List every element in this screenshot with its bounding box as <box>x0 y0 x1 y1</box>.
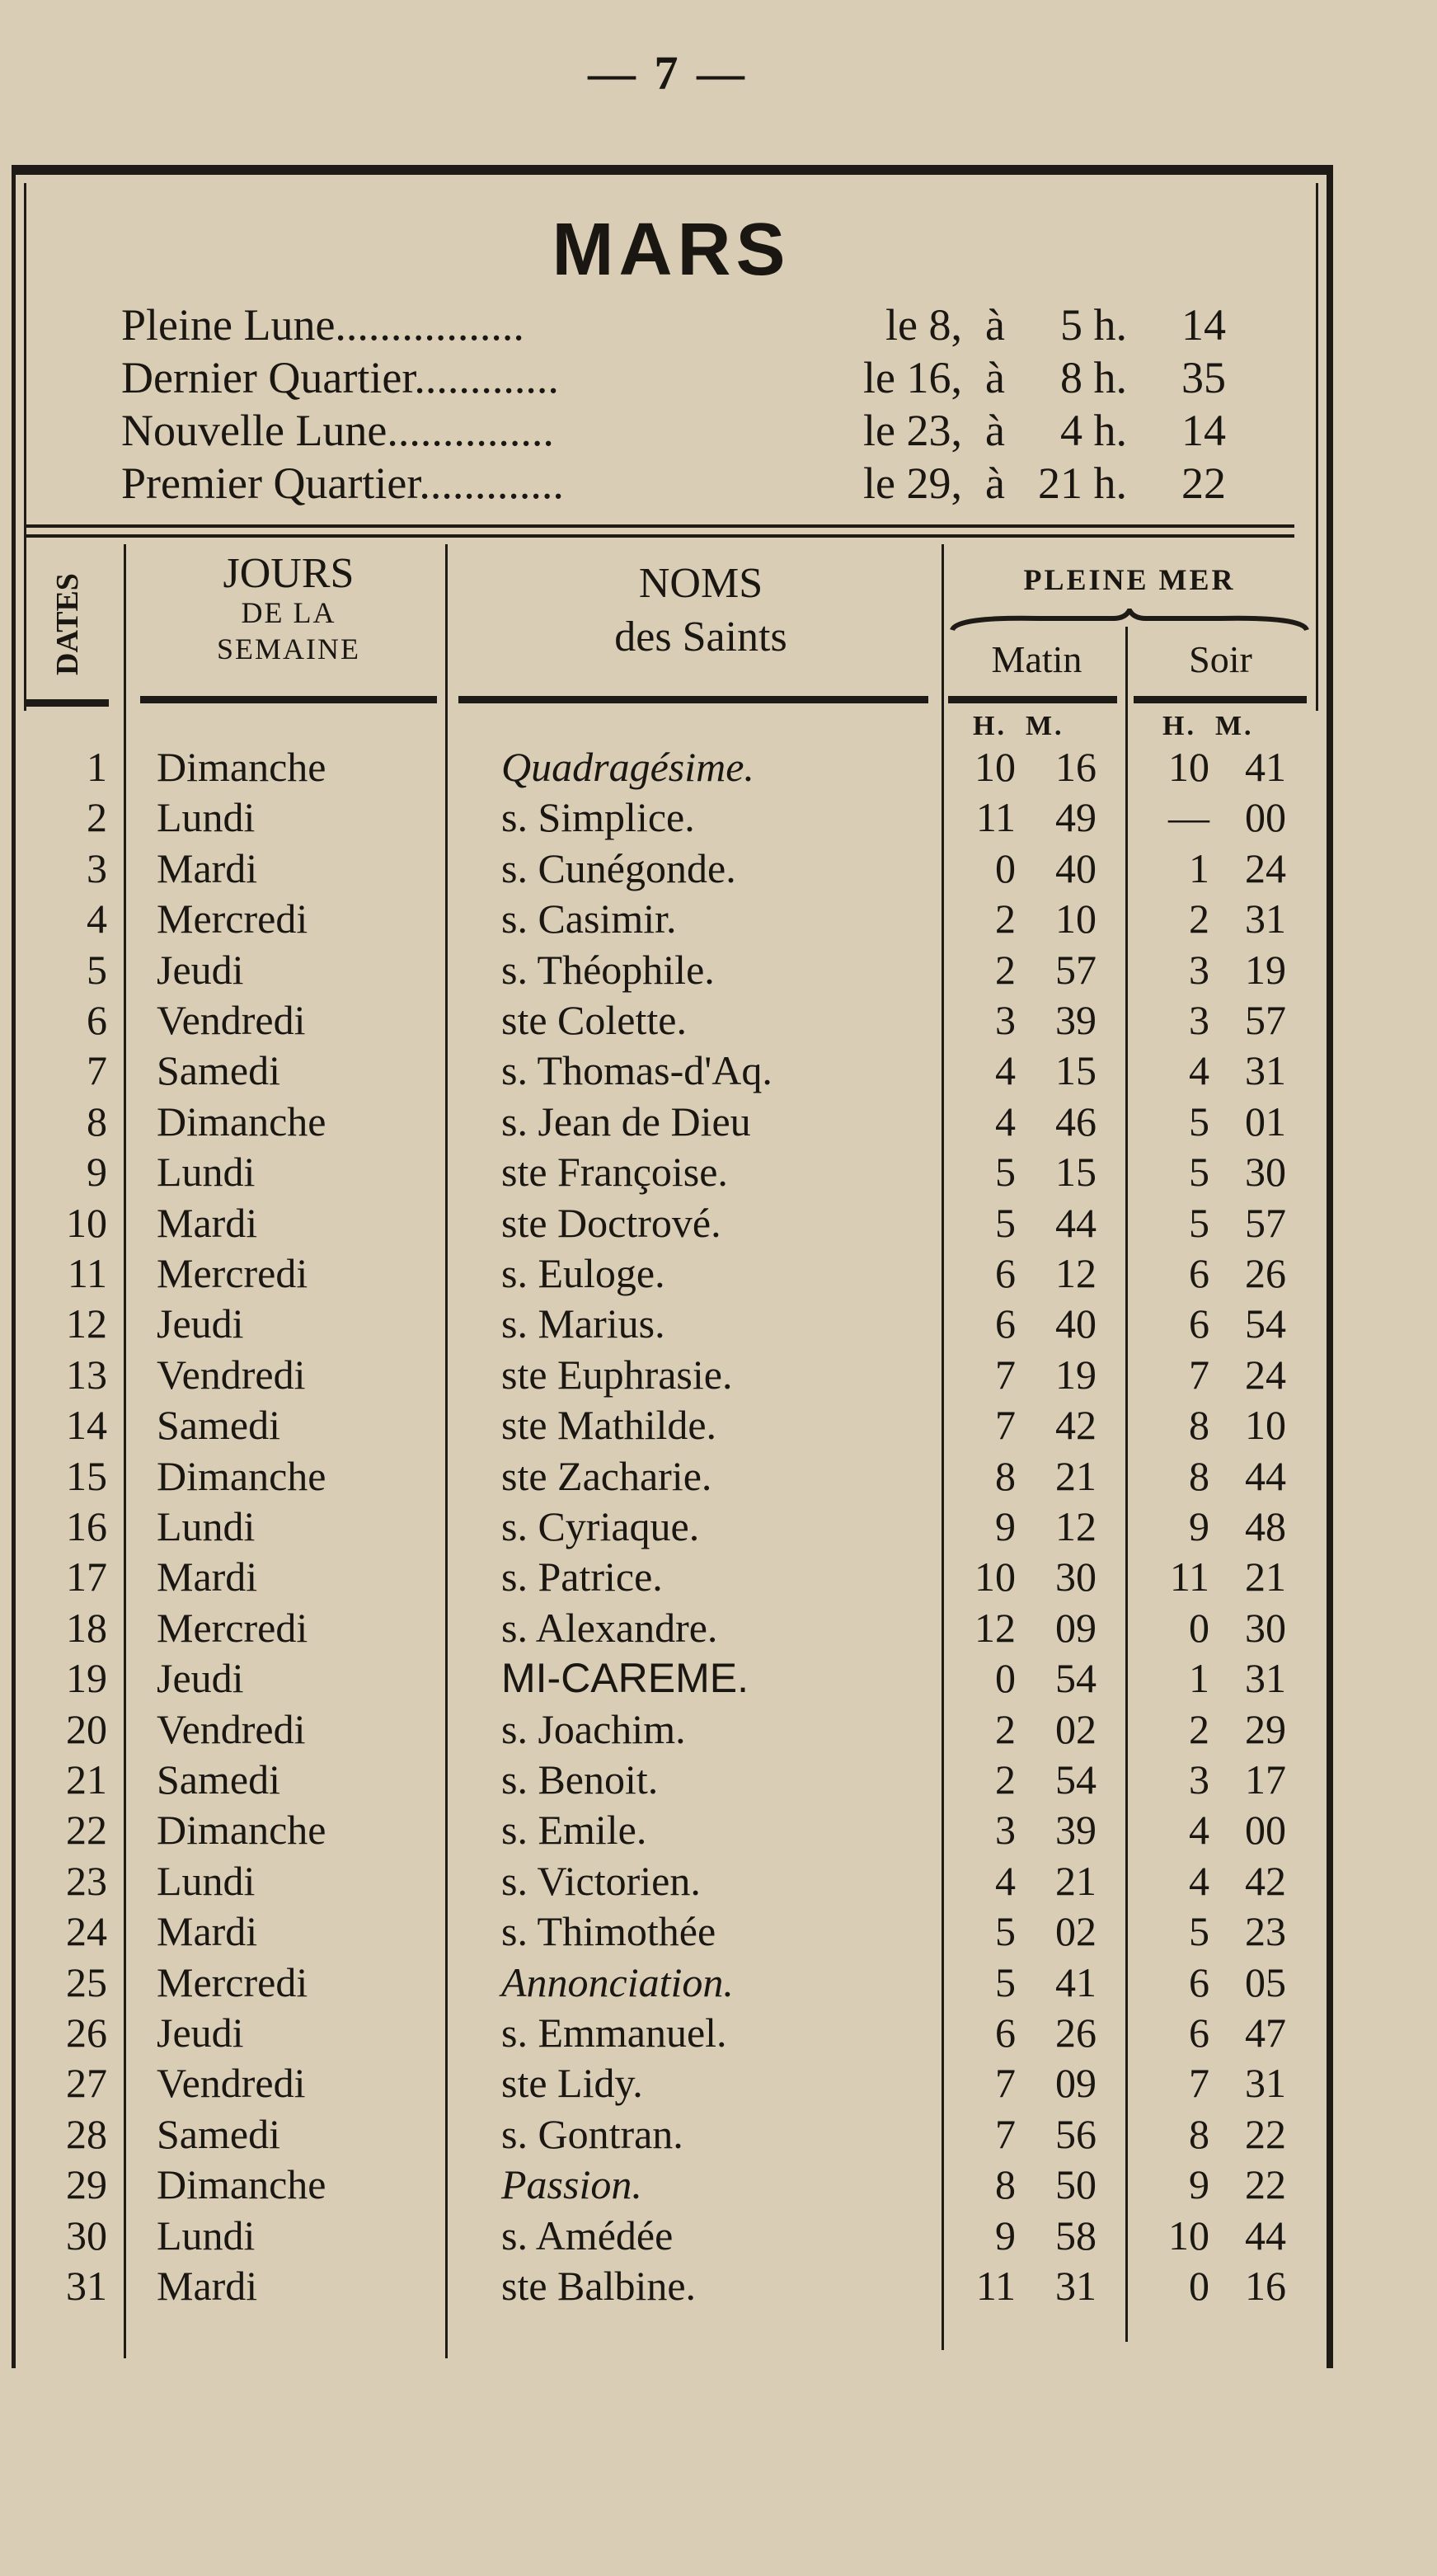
evening-hour-cell: — <box>1168 794 1209 841</box>
evening-minute-cell: 31 <box>1245 1047 1286 1094</box>
evening-hour-cell: 2 <box>1189 895 1209 942</box>
morning-hour-cell: 9 <box>995 1503 1016 1549</box>
evening-minute-cell: 57 <box>1245 1199 1286 1246</box>
saint-cell: s. Thomas-d'Aq. <box>501 1047 773 1094</box>
evening-minute-cell: 00 <box>1245 1807 1286 1854</box>
morning-minute-cell: 15 <box>1055 1149 1097 1196</box>
phase-minute: 35 <box>1181 353 1226 402</box>
day-cell: Mercredi <box>157 1958 308 2005</box>
saint-cell: ste Balbine. <box>501 2263 697 2309</box>
saint-cell: s. Théophile. <box>501 946 715 993</box>
morning-hour-cell: 4 <box>995 1857 1016 1904</box>
phase-minute: 14 <box>1181 406 1226 455</box>
day-cell: Mardi <box>157 1199 258 1246</box>
header-rule-2 <box>25 534 1294 538</box>
table-row <box>0 1653 1437 1704</box>
morning-hour-cell: 8 <box>995 1452 1016 1499</box>
table-row <box>0 1400 1437 1450</box>
morning-minute-cell: 15 <box>1055 1047 1097 1094</box>
phase-date: le 23, <box>863 406 962 455</box>
saint-cell: s. Patrice. <box>501 1554 663 1601</box>
evening-minute-cell: 05 <box>1245 1958 1286 2005</box>
date-cell: 26 <box>66 2010 107 2056</box>
day-cell: Jeudi <box>157 2010 244 2056</box>
phase-a: à <box>985 300 1005 350</box>
table-row <box>0 2058 1437 2108</box>
morning-minute-cell: 42 <box>1055 1402 1097 1449</box>
pleine-mer-header <box>948 561 1311 599</box>
dates-header <box>43 569 92 684</box>
date-cell: 14 <box>66 1402 107 1449</box>
morning-minute-cell: 02 <box>1055 1705 1097 1752</box>
saint-cell: Quadragésime. <box>501 744 754 790</box>
evening-hour-cell: 10 <box>1168 2212 1209 2259</box>
saint-cell: MI-CAREME. <box>501 1655 749 1702</box>
evening-hour-cell: 9 <box>1189 1503 1209 1549</box>
phase-a: à <box>985 406 1005 455</box>
semaine-label: SEMAINE <box>217 632 360 665</box>
evening-hour-cell: 1 <box>1189 844 1209 891</box>
saint-cell: s. Cyriaque. <box>501 1503 700 1549</box>
table-row <box>0 945 1437 995</box>
table-row <box>0 1248 1437 1299</box>
evening-hour-cell: 4 <box>1189 1857 1209 1904</box>
jours-header <box>132 551 445 670</box>
morning-minute-cell: 19 <box>1055 1351 1097 1398</box>
morning-minute-cell: 56 <box>1055 2110 1097 2157</box>
hm-matin: H. M. <box>973 711 1064 741</box>
day-cell: Dimanche <box>157 1452 326 1499</box>
evening-minute-cell: 10 <box>1245 1402 1286 1449</box>
day-cell: Dimanche <box>157 744 326 790</box>
evening-hour-cell: 0 <box>1189 2263 1209 2309</box>
month-title: MARS <box>552 209 791 291</box>
evening-minute-cell: 41 <box>1245 744 1286 790</box>
phase-hour: 21 h. <box>1038 458 1127 508</box>
phase-a: à <box>985 458 1005 508</box>
morning-hour-cell: 5 <box>995 1908 1016 1955</box>
date-cell: 13 <box>66 1351 107 1398</box>
evening-minute-cell: 42 <box>1245 1857 1286 1904</box>
date-cell: 23 <box>66 1857 107 1904</box>
morning-hour-cell: 3 <box>995 997 1016 1043</box>
evening-minute-cell: 31 <box>1245 1655 1286 1702</box>
des-saints-label: des Saints <box>614 613 787 660</box>
table-row <box>0 1451 1437 1502</box>
day-cell: Mercredi <box>157 895 308 942</box>
evening-hour-cell: 7 <box>1189 2060 1209 2107</box>
table-row <box>0 1502 1437 1552</box>
header-rule-1 <box>25 524 1294 528</box>
phase-date: le 16, <box>863 353 962 402</box>
morning-hour-cell: 6 <box>995 2010 1016 2056</box>
table-row <box>0 792 1437 843</box>
noms-header <box>462 557 940 664</box>
table-row <box>0 1805 1437 1855</box>
soir-header: Soir <box>1189 638 1252 680</box>
evening-hour-cell: 3 <box>1189 946 1209 993</box>
page-number: — 7 — <box>588 46 748 100</box>
jours-label: JOURS <box>223 550 355 597</box>
saint-cell: s. Gontran. <box>501 2110 683 2157</box>
phase-name: Dernier Quartier............. <box>121 353 559 402</box>
date-cell: 11 <box>67 1250 107 1296</box>
phase-a: à <box>985 353 1005 402</box>
morning-hour-cell: 7 <box>995 2110 1016 2157</box>
evening-hour-cell: 2 <box>1189 1705 1209 1752</box>
table-row <box>0 2160 1437 2210</box>
saint-cell: Annonciation. <box>501 1958 734 2005</box>
phase-name: Pleine Lune................. <box>121 300 524 350</box>
evening-minute-cell: 22 <box>1245 2161 1286 2208</box>
header-underline-jours <box>140 696 437 703</box>
hm-soir: H. M. <box>1162 711 1254 741</box>
date-cell: 7 <box>87 1047 107 1094</box>
morning-minute-cell: 12 <box>1055 1503 1097 1549</box>
morning-hour-cell: 7 <box>995 1402 1016 1449</box>
saint-cell: s. Victorien. <box>501 1857 701 1904</box>
day-cell: Jeudi <box>157 946 244 993</box>
saint-cell: s. Jean de Dieu <box>501 1098 751 1145</box>
morning-minute-cell: 40 <box>1055 1300 1097 1347</box>
evening-hour-cell: 3 <box>1189 997 1209 1043</box>
header-underline-dates <box>26 699 109 707</box>
table-row <box>0 1603 1437 1653</box>
evening-minute-cell: 44 <box>1245 1452 1286 1499</box>
morning-hour-cell: 2 <box>995 1756 1016 1803</box>
morning-hour-cell: 5 <box>995 1958 1016 2005</box>
table-row <box>0 2261 1437 2311</box>
morning-minute-cell: 12 <box>1055 1250 1097 1296</box>
morning-hour-cell: 5 <box>995 1149 1016 1196</box>
evening-hour-cell: 1 <box>1189 1655 1209 1702</box>
phase-row <box>121 298 1275 351</box>
date-cell: 27 <box>66 2060 107 2107</box>
day-cell: Mercredi <box>157 1604 308 1651</box>
table-row <box>0 2109 1437 2160</box>
table-row <box>0 1097 1437 1147</box>
day-cell: Jeudi <box>157 1655 244 1702</box>
day-cell: Mardi <box>157 844 258 891</box>
evening-minute-cell: 24 <box>1245 844 1286 891</box>
phase-hour: 5 h. <box>1060 300 1127 350</box>
date-cell: 17 <box>66 1554 107 1601</box>
evening-hour-cell: 7 <box>1189 1351 1209 1398</box>
date-cell: 8 <box>87 1098 107 1145</box>
day-cell: Lundi <box>157 794 256 841</box>
day-cell: Vendredi <box>157 1705 306 1752</box>
day-cell: Lundi <box>157 1503 256 1549</box>
morning-hour-cell: 2 <box>995 1705 1016 1752</box>
evening-minute-cell: 01 <box>1245 1098 1286 1145</box>
evening-minute-cell: 44 <box>1245 2212 1286 2259</box>
table-row <box>0 1856 1437 1906</box>
morning-minute-cell: 30 <box>1055 1554 1097 1601</box>
saint-cell: s. Cunégonde. <box>501 844 736 891</box>
saint-cell: s. Emile. <box>501 1807 647 1854</box>
pleine-mer-label: PLEINE MER <box>1023 563 1236 596</box>
evening-hour-cell: 9 <box>1189 2161 1209 2208</box>
day-cell: Mardi <box>157 2263 258 2309</box>
table-row <box>0 1552 1437 1602</box>
evening-minute-cell: 31 <box>1245 895 1286 942</box>
morning-hour-cell: 10 <box>974 1554 1016 1601</box>
saint-cell: s. Benoit. <box>501 1756 659 1803</box>
evening-hour-cell: 11 <box>1169 1554 1209 1601</box>
morning-hour-cell: 4 <box>995 1098 1016 1145</box>
evening-hour-cell: 8 <box>1189 1402 1209 1449</box>
table-row <box>0 844 1437 894</box>
date-cell: 16 <box>66 1503 107 1549</box>
saint-cell: ste Mathilde. <box>501 1402 717 1449</box>
day-cell: Mardi <box>157 1908 258 1955</box>
date-cell: 30 <box>66 2212 107 2259</box>
morning-hour-cell: 8 <box>995 2161 1016 2208</box>
saint-cell: Passion. <box>501 2161 642 2208</box>
day-cell: Mardi <box>157 1554 258 1601</box>
saint-cell: s. Euloge. <box>501 1250 665 1296</box>
header-underline-noms <box>458 696 928 703</box>
evening-hour-cell: 8 <box>1189 1452 1209 1499</box>
table-row <box>0 1198 1437 1248</box>
phase-name: Premier Quartier............. <box>121 458 564 508</box>
morning-minute-cell: 31 <box>1055 2263 1097 2309</box>
morning-minute-cell: 41 <box>1055 1958 1097 2005</box>
date-cell: 15 <box>66 1452 107 1499</box>
saint-cell: s. Thimothée <box>501 1908 716 1955</box>
date-cell: 5 <box>87 946 107 993</box>
evening-minute-cell: 19 <box>1245 946 1286 993</box>
morning-hour-cell: 2 <box>995 946 1016 993</box>
evening-hour-cell: 6 <box>1189 1250 1209 1296</box>
date-cell: 4 <box>87 895 107 942</box>
evening-minute-cell: 23 <box>1245 1908 1286 1955</box>
phase-hour: 8 h. <box>1060 353 1127 402</box>
morning-hour-cell: 11 <box>975 794 1016 841</box>
date-cell: 19 <box>66 1655 107 1702</box>
evening-minute-cell: 17 <box>1245 1756 1286 1803</box>
pleine-mer-brace-icon <box>948 609 1311 633</box>
morning-minute-cell: 10 <box>1055 895 1097 942</box>
saint-cell: s. Joachim. <box>501 1705 686 1752</box>
saint-cell: s. Casimir. <box>501 895 677 942</box>
morning-minute-cell: 54 <box>1055 1756 1097 1803</box>
header-underline-soir <box>1134 696 1307 703</box>
date-cell: 6 <box>87 997 107 1043</box>
date-cell: 3 <box>87 844 107 891</box>
evening-minute-cell: 24 <box>1245 1351 1286 1398</box>
morning-minute-cell: 39 <box>1055 997 1097 1043</box>
day-cell: Vendredi <box>157 2060 306 2107</box>
date-cell: 25 <box>66 1958 107 2005</box>
morning-hour-cell: 3 <box>995 1807 1016 1854</box>
morning-minute-cell: 46 <box>1055 1098 1097 1145</box>
table-row <box>0 1350 1437 1400</box>
evening-minute-cell: 00 <box>1245 794 1286 841</box>
saint-cell: ste Euphrasie. <box>501 1351 733 1398</box>
day-cell: Dimanche <box>157 1807 326 1854</box>
table-row <box>0 894 1437 944</box>
evening-hour-cell: 6 <box>1189 1300 1209 1347</box>
table-row <box>0 1958 1437 2008</box>
evening-hour-cell: 4 <box>1189 1047 1209 1094</box>
date-cell: 28 <box>66 2110 107 2157</box>
morning-minute-cell: 09 <box>1055 2060 1097 2107</box>
phase-date: le 29, <box>863 458 962 508</box>
header-underline-matin <box>948 696 1117 703</box>
morning-minute-cell: 49 <box>1055 794 1097 841</box>
evening-hour-cell: 6 <box>1189 2010 1209 2056</box>
morning-minute-cell: 57 <box>1055 946 1097 993</box>
phase-minute: 22 <box>1181 458 1226 508</box>
evening-minute-cell: 30 <box>1245 1149 1286 1196</box>
phase-row <box>121 457 1275 510</box>
table-row <box>0 1755 1437 1805</box>
evening-minute-cell: 16 <box>1245 2263 1286 2309</box>
morning-hour-cell: 9 <box>995 2212 1016 2259</box>
morning-minute-cell: 40 <box>1055 844 1097 891</box>
morning-minute-cell: 44 <box>1055 1199 1097 1246</box>
date-cell: 22 <box>66 1807 107 1854</box>
morning-minute-cell: 54 <box>1055 1655 1097 1702</box>
phase-row <box>121 404 1275 457</box>
date-cell: 18 <box>66 1604 107 1651</box>
saint-cell: s. Simplice. <box>501 794 695 841</box>
date-cell: 10 <box>66 1199 107 1246</box>
day-cell: Dimanche <box>157 1098 326 1145</box>
evening-hour-cell: 6 <box>1189 1958 1209 2005</box>
table-row <box>0 1906 1437 1957</box>
saint-cell: ste Lidy. <box>501 2060 643 2107</box>
table-row <box>0 2211 1437 2261</box>
evening-hour-cell: 5 <box>1189 1199 1209 1246</box>
date-cell: 9 <box>87 1149 107 1196</box>
evening-hour-cell: 4 <box>1189 1807 1209 1854</box>
morning-minute-cell: 21 <box>1055 1857 1097 1904</box>
evening-minute-cell: 31 <box>1245 2060 1286 2107</box>
date-cell: 29 <box>66 2161 107 2208</box>
day-cell: Vendredi <box>157 997 306 1043</box>
morning-minute-cell: 50 <box>1055 2161 1097 2208</box>
morning-minute-cell: 21 <box>1055 1452 1097 1499</box>
phase-date: le 8, <box>885 300 962 350</box>
evening-minute-cell: 57 <box>1245 997 1286 1043</box>
morning-hour-cell: 5 <box>995 1199 1016 1246</box>
date-cell: 20 <box>66 1705 107 1752</box>
date-cell: 12 <box>66 1300 107 1347</box>
evening-hour-cell: 3 <box>1189 1756 1209 1803</box>
de-la-label: DE LA <box>241 596 336 629</box>
morning-hour-cell: 4 <box>995 1047 1016 1094</box>
saint-cell: ste Doctrové. <box>501 1199 721 1246</box>
evening-hour-cell: 8 <box>1189 2110 1209 2157</box>
date-cell: 21 <box>66 1756 107 1803</box>
table-row <box>0 995 1437 1046</box>
morning-hour-cell: 7 <box>995 1351 1016 1398</box>
table-row <box>0 742 1437 792</box>
morning-hour-cell: 0 <box>995 1655 1016 1702</box>
evening-minute-cell: 21 <box>1245 1554 1286 1601</box>
saint-cell: s. Marius. <box>501 1300 665 1347</box>
day-cell: Mercredi <box>157 1250 308 1296</box>
morning-hour-cell: 12 <box>974 1604 1016 1651</box>
evening-hour-cell: 5 <box>1189 1149 1209 1196</box>
evening-minute-cell: 48 <box>1245 1503 1286 1549</box>
phase-minute: 14 <box>1181 300 1226 350</box>
day-cell: Samedi <box>157 1756 280 1803</box>
day-cell: Samedi <box>157 2110 280 2157</box>
day-cell: Lundi <box>157 1857 256 1904</box>
phase-hour: 4 h. <box>1060 406 1127 455</box>
morning-minute-cell: 39 <box>1055 1807 1097 1854</box>
morning-minute-cell: 16 <box>1055 744 1097 790</box>
table-row <box>0 2008 1437 2058</box>
evening-minute-cell: 29 <box>1245 1705 1286 1752</box>
table-row <box>0 1704 1437 1755</box>
phase-row <box>121 351 1275 404</box>
noms-label: NOMS <box>638 560 763 607</box>
evening-minute-cell: 22 <box>1245 2110 1286 2157</box>
day-cell: Lundi <box>157 2212 256 2259</box>
saint-cell: s. Alexandre. <box>501 1604 718 1651</box>
day-cell: Samedi <box>157 1047 280 1094</box>
day-cell: Lundi <box>157 1149 256 1196</box>
evening-hour-cell: 0 <box>1189 1604 1209 1651</box>
date-cell: 31 <box>66 2263 107 2309</box>
evening-hour-cell: 5 <box>1189 1098 1209 1145</box>
dates-header-label: DATES <box>50 573 85 675</box>
matin-header: Matin <box>991 638 1082 680</box>
morning-minute-cell: 02 <box>1055 1908 1097 1955</box>
evening-minute-cell: 26 <box>1245 1250 1286 1296</box>
morning-hour-cell: 2 <box>995 895 1016 942</box>
phase-name: Nouvelle Lune............... <box>121 406 554 455</box>
evening-minute-cell: 54 <box>1245 1300 1286 1347</box>
day-cell: Dimanche <box>157 2161 326 2208</box>
saint-cell: ste Colette. <box>501 997 687 1043</box>
table-row <box>0 1147 1437 1197</box>
morning-hour-cell: 0 <box>995 844 1016 891</box>
saint-cell: s. Emmanuel. <box>501 2010 727 2056</box>
evening-minute-cell: 30 <box>1245 1604 1286 1651</box>
morning-hour-cell: 7 <box>995 2060 1016 2107</box>
saint-cell: ste Zacharie. <box>501 1452 712 1499</box>
date-cell: 24 <box>66 1908 107 1955</box>
morning-hour-cell: 6 <box>995 1300 1016 1347</box>
saint-cell: s. Amédée <box>501 2212 674 2259</box>
morning-hour-cell: 10 <box>974 744 1016 790</box>
day-cell: Jeudi <box>157 1300 244 1347</box>
moon-phases <box>121 298 1275 510</box>
day-cell: Vendredi <box>157 1351 306 1398</box>
saint-cell: ste Françoise. <box>501 1149 728 1196</box>
evening-hour-cell: 5 <box>1189 1908 1209 1955</box>
evening-hour-cell: 10 <box>1168 744 1209 790</box>
date-cell: 2 <box>87 794 107 841</box>
morning-hour-cell: 11 <box>975 2263 1016 2309</box>
evening-minute-cell: 47 <box>1245 2010 1286 2056</box>
date-cell: 1 <box>87 744 107 790</box>
table-row <box>0 1299 1437 1349</box>
morning-minute-cell: 09 <box>1055 1604 1097 1651</box>
day-cell: Samedi <box>157 1402 280 1449</box>
morning-hour-cell: 6 <box>995 1250 1016 1296</box>
morning-minute-cell: 26 <box>1055 2010 1097 2056</box>
table-row <box>0 1046 1437 1096</box>
morning-minute-cell: 58 <box>1055 2212 1097 2259</box>
